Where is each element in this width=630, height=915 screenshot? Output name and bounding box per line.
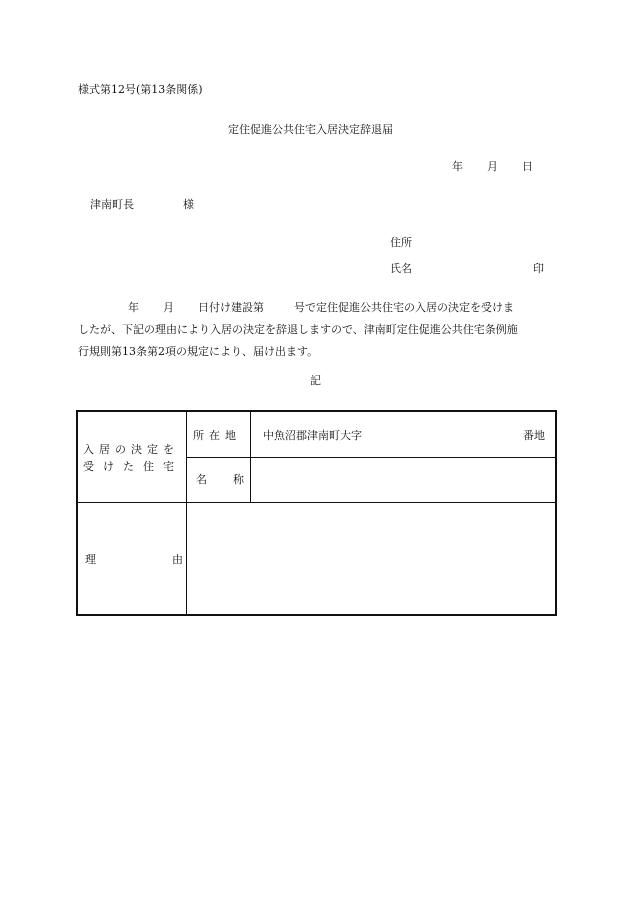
body-date-suffix: 日付け建設第 xyxy=(198,301,264,314)
table-divider-v1 xyxy=(186,412,187,614)
declaration-text xyxy=(78,297,558,363)
body-month-label: 月 xyxy=(163,301,174,314)
reason-label-char2: 由 xyxy=(172,553,183,566)
body-year-label: 年 xyxy=(128,301,139,314)
addressee-name: 津南町長 xyxy=(90,198,134,211)
body-notice-text: 号で定住促進公共住宅の入居の決定を受けま xyxy=(294,301,514,314)
table-divider-h1 xyxy=(186,457,555,458)
date-month-label: 月 xyxy=(487,160,498,173)
ki-heading: 記 xyxy=(310,374,321,387)
date-day-label: 日 xyxy=(522,160,533,173)
housing-label-line2: 受けた住宅 xyxy=(83,460,183,473)
name-label-char1: 名 xyxy=(196,473,207,486)
seal-label: 印 xyxy=(533,262,544,275)
date-year-label: 年 xyxy=(452,160,463,173)
declaration-line-3: 行規則第13条第2項の規定により、届け出ます。 xyxy=(78,345,319,358)
housing-label-line1: 入居の決定を xyxy=(83,443,179,456)
location-value: 中魚沼郡津南町大字 xyxy=(263,429,362,442)
document-title: 定住促進公共住宅入居決定辞退届 xyxy=(228,123,393,136)
address-label: 住所 xyxy=(390,236,412,249)
location-label: 所在地 xyxy=(193,429,241,442)
table-divider-h2 xyxy=(78,502,555,503)
lot-label: 番地 xyxy=(523,429,545,442)
declaration-line-2: したが、下記の理由により入居の決定を辞退しますので、津南町定住促進公共住宅条例施 xyxy=(78,323,518,336)
reason-label-char1: 理 xyxy=(85,553,96,566)
declaration-line-1 xyxy=(78,297,558,319)
name-label: 氏名 xyxy=(390,262,412,275)
addressee-honorific: 様 xyxy=(183,198,194,211)
details-table xyxy=(76,410,557,616)
form-number: 様式第12号(第13条関係) xyxy=(78,83,203,96)
name-label-char2: 称 xyxy=(233,473,244,486)
